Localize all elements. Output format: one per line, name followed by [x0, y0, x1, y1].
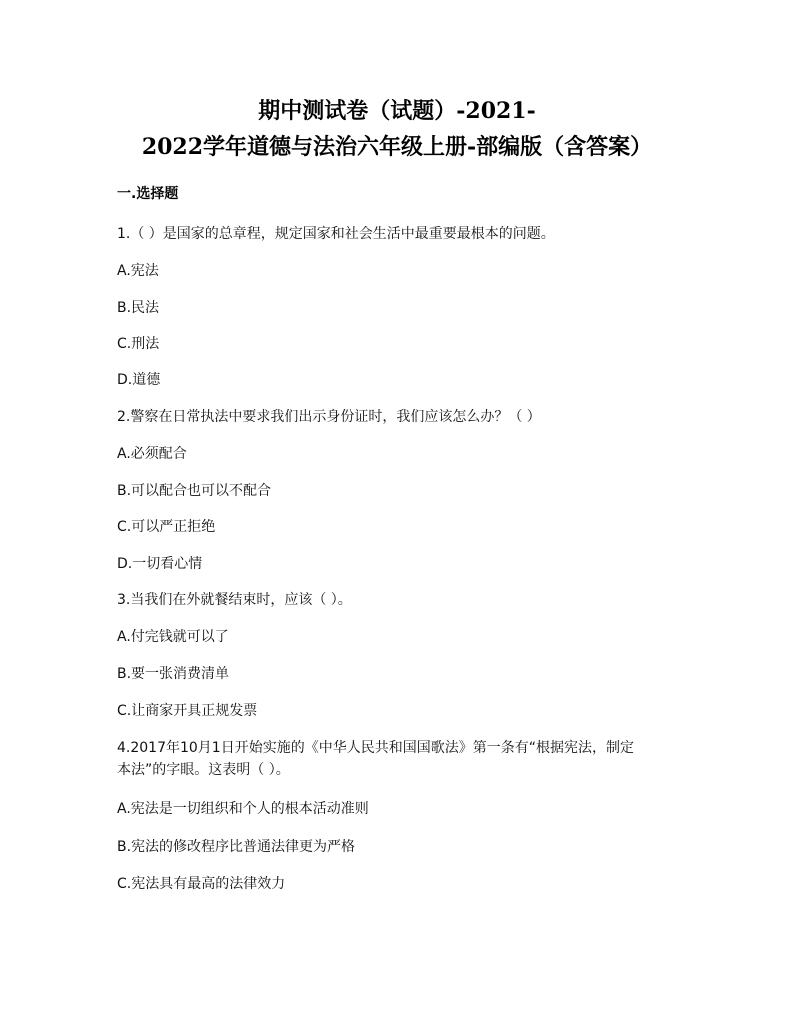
question-1-stem: 1.（ ）是国家的总章程，规定国家和社会生活中最重要最根本的问题。: [117, 226, 555, 242]
question-1-option-c: C.刑法: [117, 336, 160, 352]
question-3-option-c: C.让商家开具正规发票: [117, 703, 258, 719]
question-1-option-a: A.宪法: [117, 263, 159, 279]
question-2-option-a: A.必须配合: [117, 446, 187, 462]
question-4-stem-line-1: 4.2017年10月1日开始实施的《中华人民共和国国歌法》第一条有“根据宪法，制定: [117, 740, 634, 756]
question-2-option-c: C.可以严正拒绝: [117, 519, 216, 535]
question-2-option-d: D.一切看心情: [117, 556, 203, 572]
question-3-stem: 3.当我们在外就餐结束时，应该（ ）。: [117, 592, 352, 608]
question-1-option-d: D.道德: [117, 372, 161, 388]
question-4-option-c: C.宪法具有最高的法律效力: [117, 876, 286, 892]
question-1-option-b: B.民法: [117, 300, 160, 316]
question-4-stem-line-2: 本法”的字眼。这表明（ ）。: [117, 762, 290, 778]
question-3-option-b: B.要一张消费清单: [117, 666, 230, 682]
question-2-option-b: B.可以配合也可以不配合: [117, 483, 272, 499]
document-title-line-1: 期中测试卷（试题）-2021-: [258, 98, 536, 124]
question-2-stem: 2.警察在日常执法中要求我们出示身份证时，我们应该怎么办？（ ）: [117, 409, 541, 425]
section-heading: 一.选择题: [117, 186, 179, 202]
question-3-option-a: A.付完钱就可以了: [117, 629, 229, 645]
question-4-option-a: A.宪法是一切组织和个人的根本活动准则: [117, 801, 369, 817]
question-4-option-b: B.宪法的修改程序比普通法律更为严格: [117, 839, 356, 855]
document-title-line-2: 2022学年道德与法治六年级上册-部编版（含答案）: [141, 134, 653, 160]
